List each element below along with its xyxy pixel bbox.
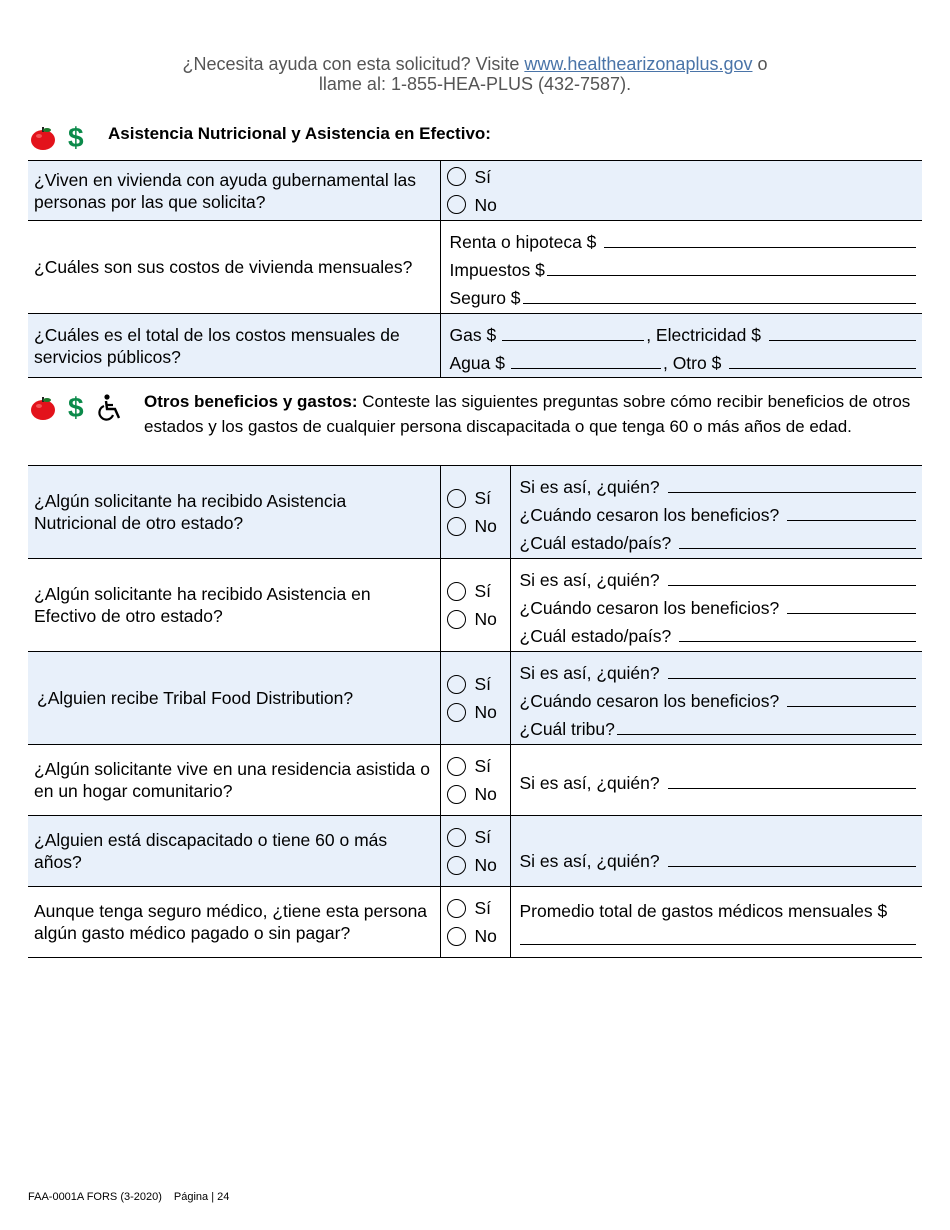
gas-electric-fields <box>450 318 917 346</box>
section2-instructions: Conteste las siguientes preguntas sobre cómo recibir beneficios de otros estados y los gastos de cualquier persona discapacitada o que tenga 60 o más años de edad. <box>144 392 911 436</box>
field-label: Gas $ <box>449 324 497 345</box>
radio-group <box>440 816 510 887</box>
field-label: Si es así, ¿quién? <box>519 570 660 590</box>
wheelchair-icon <box>98 394 124 422</box>
other-benefits-table <box>28 465 922 958</box>
question-utility-costs: ¿Cuáles es el total de los costos mensuales de servicios públicos? <box>28 314 440 378</box>
detail-fields <box>510 887 922 958</box>
electric-input-line[interactable] <box>769 340 916 341</box>
radio-button[interactable] <box>447 828 466 847</box>
help-phone: llame al: 1-855-HEA-PLUS (432-7587). <box>318 74 632 94</box>
field-label: Seguro $ <box>449 288 521 308</box>
radio-option-yes[interactable] <box>447 894 510 922</box>
field-label: ¿Cuándo cesaron los beneficios? <box>519 598 780 618</box>
field-label: ¿Cuál estado/país? <box>519 626 672 646</box>
who-input-line[interactable] <box>668 788 916 789</box>
who-input-line[interactable] <box>668 585 916 586</box>
other-input-line[interactable] <box>729 368 916 369</box>
radio-option-no[interactable] <box>447 851 510 879</box>
radio-group <box>440 652 510 745</box>
field-label: Renta o hipoteca $ <box>449 232 597 252</box>
rent-input-line[interactable] <box>604 247 916 248</box>
help-suffix: o <box>752 54 768 74</box>
question-cash-other-state: ¿Algún solicitante ha recibido Asistencia en Efectivo de otro estado? <box>28 559 440 652</box>
table-row <box>28 314 922 378</box>
help-link[interactable]: www.healthearizonaplus.gov <box>524 54 753 74</box>
section2-title <box>144 389 924 439</box>
table-row <box>28 559 922 652</box>
field-label: ¿Cuándo cesaron los beneficios? <box>519 505 780 525</box>
radio-label: Sí <box>474 827 492 847</box>
radio-label: No <box>474 516 497 536</box>
radio-option-no[interactable] <box>447 512 510 540</box>
field-label: Si es así, ¿quién? <box>519 851 660 871</box>
radio-label: No <box>474 784 497 804</box>
end-date-input-line[interactable] <box>787 613 916 614</box>
tribe-field[interactable] <box>520 712 917 740</box>
radio-option-yes[interactable] <box>447 484 510 512</box>
question-disabled-or-60: ¿Alguien está discapacitado o tiene 60 o más años? <box>28 816 440 887</box>
radio-label: No <box>474 855 497 875</box>
medical-expenses-label <box>520 894 917 922</box>
field-label: ¿Cuál tribu? <box>519 719 615 739</box>
end-date-input-line[interactable] <box>787 706 916 707</box>
utility-fields <box>440 314 922 378</box>
radio-option-no[interactable] <box>447 605 510 633</box>
radio-button[interactable] <box>447 489 466 508</box>
taxes-input-line[interactable] <box>547 275 916 276</box>
help-prefix: ¿Necesita ayuda con esta solicitud? Visite <box>182 54 525 74</box>
question-housing-costs: ¿Cuáles son sus costos de vivienda mensuales? <box>28 221 440 314</box>
table-row <box>28 466 922 559</box>
detail-fields <box>510 816 922 887</box>
radio-button[interactable] <box>447 899 466 918</box>
radio-label: No <box>474 609 497 629</box>
question-tribal-food: ¿Alguien recibe Tribal Food Distribution? <box>28 652 440 745</box>
rent-field[interactable] <box>450 225 917 253</box>
end-date-input-line[interactable] <box>787 520 916 521</box>
radio-label: No <box>474 702 497 722</box>
who-input-line[interactable] <box>668 866 916 867</box>
field-label: Impuestos $ <box>449 260 545 280</box>
housing-costs-table <box>28 160 922 378</box>
who-field[interactable] <box>520 766 917 794</box>
field-label: ¿Cuándo cesaron los beneficios? <box>519 691 780 711</box>
end-date-field[interactable] <box>520 684 917 712</box>
radio-label: Sí <box>474 756 492 776</box>
insurance-field[interactable] <box>450 281 917 309</box>
radio-button[interactable] <box>447 582 466 601</box>
radio-label: Sí <box>474 488 492 508</box>
taxes-field[interactable] <box>450 253 917 281</box>
state-input-line[interactable] <box>679 641 916 642</box>
question-assisted-living: ¿Algún solicitante vive en una residencia asistida o en un hogar comunitario? <box>28 745 440 816</box>
state-input-line[interactable] <box>679 548 916 549</box>
radio-group <box>440 745 510 816</box>
radio-button[interactable] <box>447 195 466 214</box>
footer <box>28 1191 229 1203</box>
radio-button[interactable] <box>447 675 466 694</box>
table-row <box>28 652 922 745</box>
who-field[interactable] <box>520 656 917 684</box>
section1-title: Asistencia Nutricional y Asistencia en Efectivo: <box>108 124 491 143</box>
help-text <box>0 54 950 94</box>
water-input-line[interactable] <box>511 368 661 369</box>
who-field[interactable] <box>520 844 917 872</box>
radio-button[interactable] <box>447 927 466 946</box>
housing-costs-fields <box>440 221 922 314</box>
field-label: Agua $ <box>449 352 505 373</box>
radio-button[interactable] <box>447 785 466 804</box>
detail-fields <box>510 652 922 745</box>
field-label: , Otro $ <box>662 352 722 373</box>
water-other-fields <box>450 346 917 374</box>
detail-fields <box>510 559 922 652</box>
question-medical-expenses: Aunque tenga seguro médico, ¿tiene esta persona algún gasto médico pagado o sin pagar? <box>28 887 440 958</box>
table-row <box>28 221 922 314</box>
radio-option-no[interactable] <box>447 191 923 219</box>
who-field[interactable] <box>520 563 917 591</box>
dollar-icon: $ <box>68 122 84 153</box>
section2-title-bold: Otros beneficios y gastos: <box>144 392 358 411</box>
radio-option-no[interactable] <box>447 922 510 950</box>
field-label: Si es así, ¿quién? <box>519 663 660 683</box>
who-field[interactable] <box>520 470 917 498</box>
apple-icon <box>30 126 56 150</box>
detail-fields <box>510 466 922 559</box>
state-field[interactable] <box>520 526 917 554</box>
field-label: ¿Cuál estado/país? <box>519 533 672 553</box>
medical-expenses-field[interactable] <box>520 922 917 950</box>
table-row <box>28 161 922 221</box>
radio-label: No <box>474 194 497 215</box>
radio-button[interactable] <box>447 703 466 722</box>
radio-group <box>440 559 510 652</box>
radio-option-no[interactable] <box>447 698 510 726</box>
radio-button[interactable] <box>447 167 466 186</box>
insurance-input-line[interactable] <box>523 303 916 304</box>
end-date-field[interactable] <box>520 498 917 526</box>
who-input-line[interactable] <box>668 678 916 679</box>
radio-label: Sí <box>474 674 492 694</box>
who-input-line[interactable] <box>668 492 916 493</box>
radio-label: Sí <box>474 166 492 187</box>
section2-header <box>30 389 922 465</box>
table-row <box>28 816 922 887</box>
radio-button[interactable] <box>447 757 466 776</box>
radio-option-yes[interactable] <box>447 752 510 780</box>
question-snap-other-state: ¿Algún solicitante ha recibido Asistencia Nutricional de otro estado? <box>28 466 440 559</box>
gas-input-line[interactable] <box>502 340 644 341</box>
medical-expenses-input-line[interactable] <box>520 944 917 945</box>
radio-option-no[interactable] <box>447 780 510 808</box>
radio-label: Sí <box>474 898 492 918</box>
radio-option-yes[interactable] <box>447 823 510 851</box>
form-id: FAA-0001A FORS (3-2020) <box>28 1191 162 1203</box>
table-row <box>28 887 922 958</box>
radio-label: Sí <box>474 581 492 601</box>
table-row <box>28 745 922 816</box>
radio-button[interactable] <box>447 856 466 875</box>
radio-option-yes[interactable] <box>447 670 510 698</box>
field-label: Si es así, ¿quién? <box>519 773 660 793</box>
radio-option-yes[interactable] <box>447 577 510 605</box>
radio-button[interactable] <box>447 610 466 629</box>
radio-button[interactable] <box>447 517 466 536</box>
apple-icon <box>30 396 56 420</box>
field-label: Promedio total de gastos médicos mensuales $ <box>519 901 888 921</box>
field-label: Si es así, ¿quién? <box>519 477 660 497</box>
radio-group <box>440 466 510 559</box>
dollar-icon: $ <box>68 392 84 423</box>
end-date-field[interactable] <box>520 591 917 619</box>
field-label: , Electricidad $ <box>646 324 761 345</box>
radio-label: No <box>474 926 497 946</box>
page-number: Página | 24 <box>173 1191 230 1203</box>
question-government-housing: ¿Viven en vivienda con ayuda gubernamental las personas por las que solicita? <box>28 161 440 221</box>
section1-header <box>30 124 922 154</box>
state-field[interactable] <box>520 619 917 647</box>
detail-fields <box>510 745 922 816</box>
radio-option-yes[interactable] <box>447 163 923 191</box>
tribe-input-line[interactable] <box>617 734 916 735</box>
radio-group <box>440 887 510 958</box>
radio-group <box>440 161 922 221</box>
